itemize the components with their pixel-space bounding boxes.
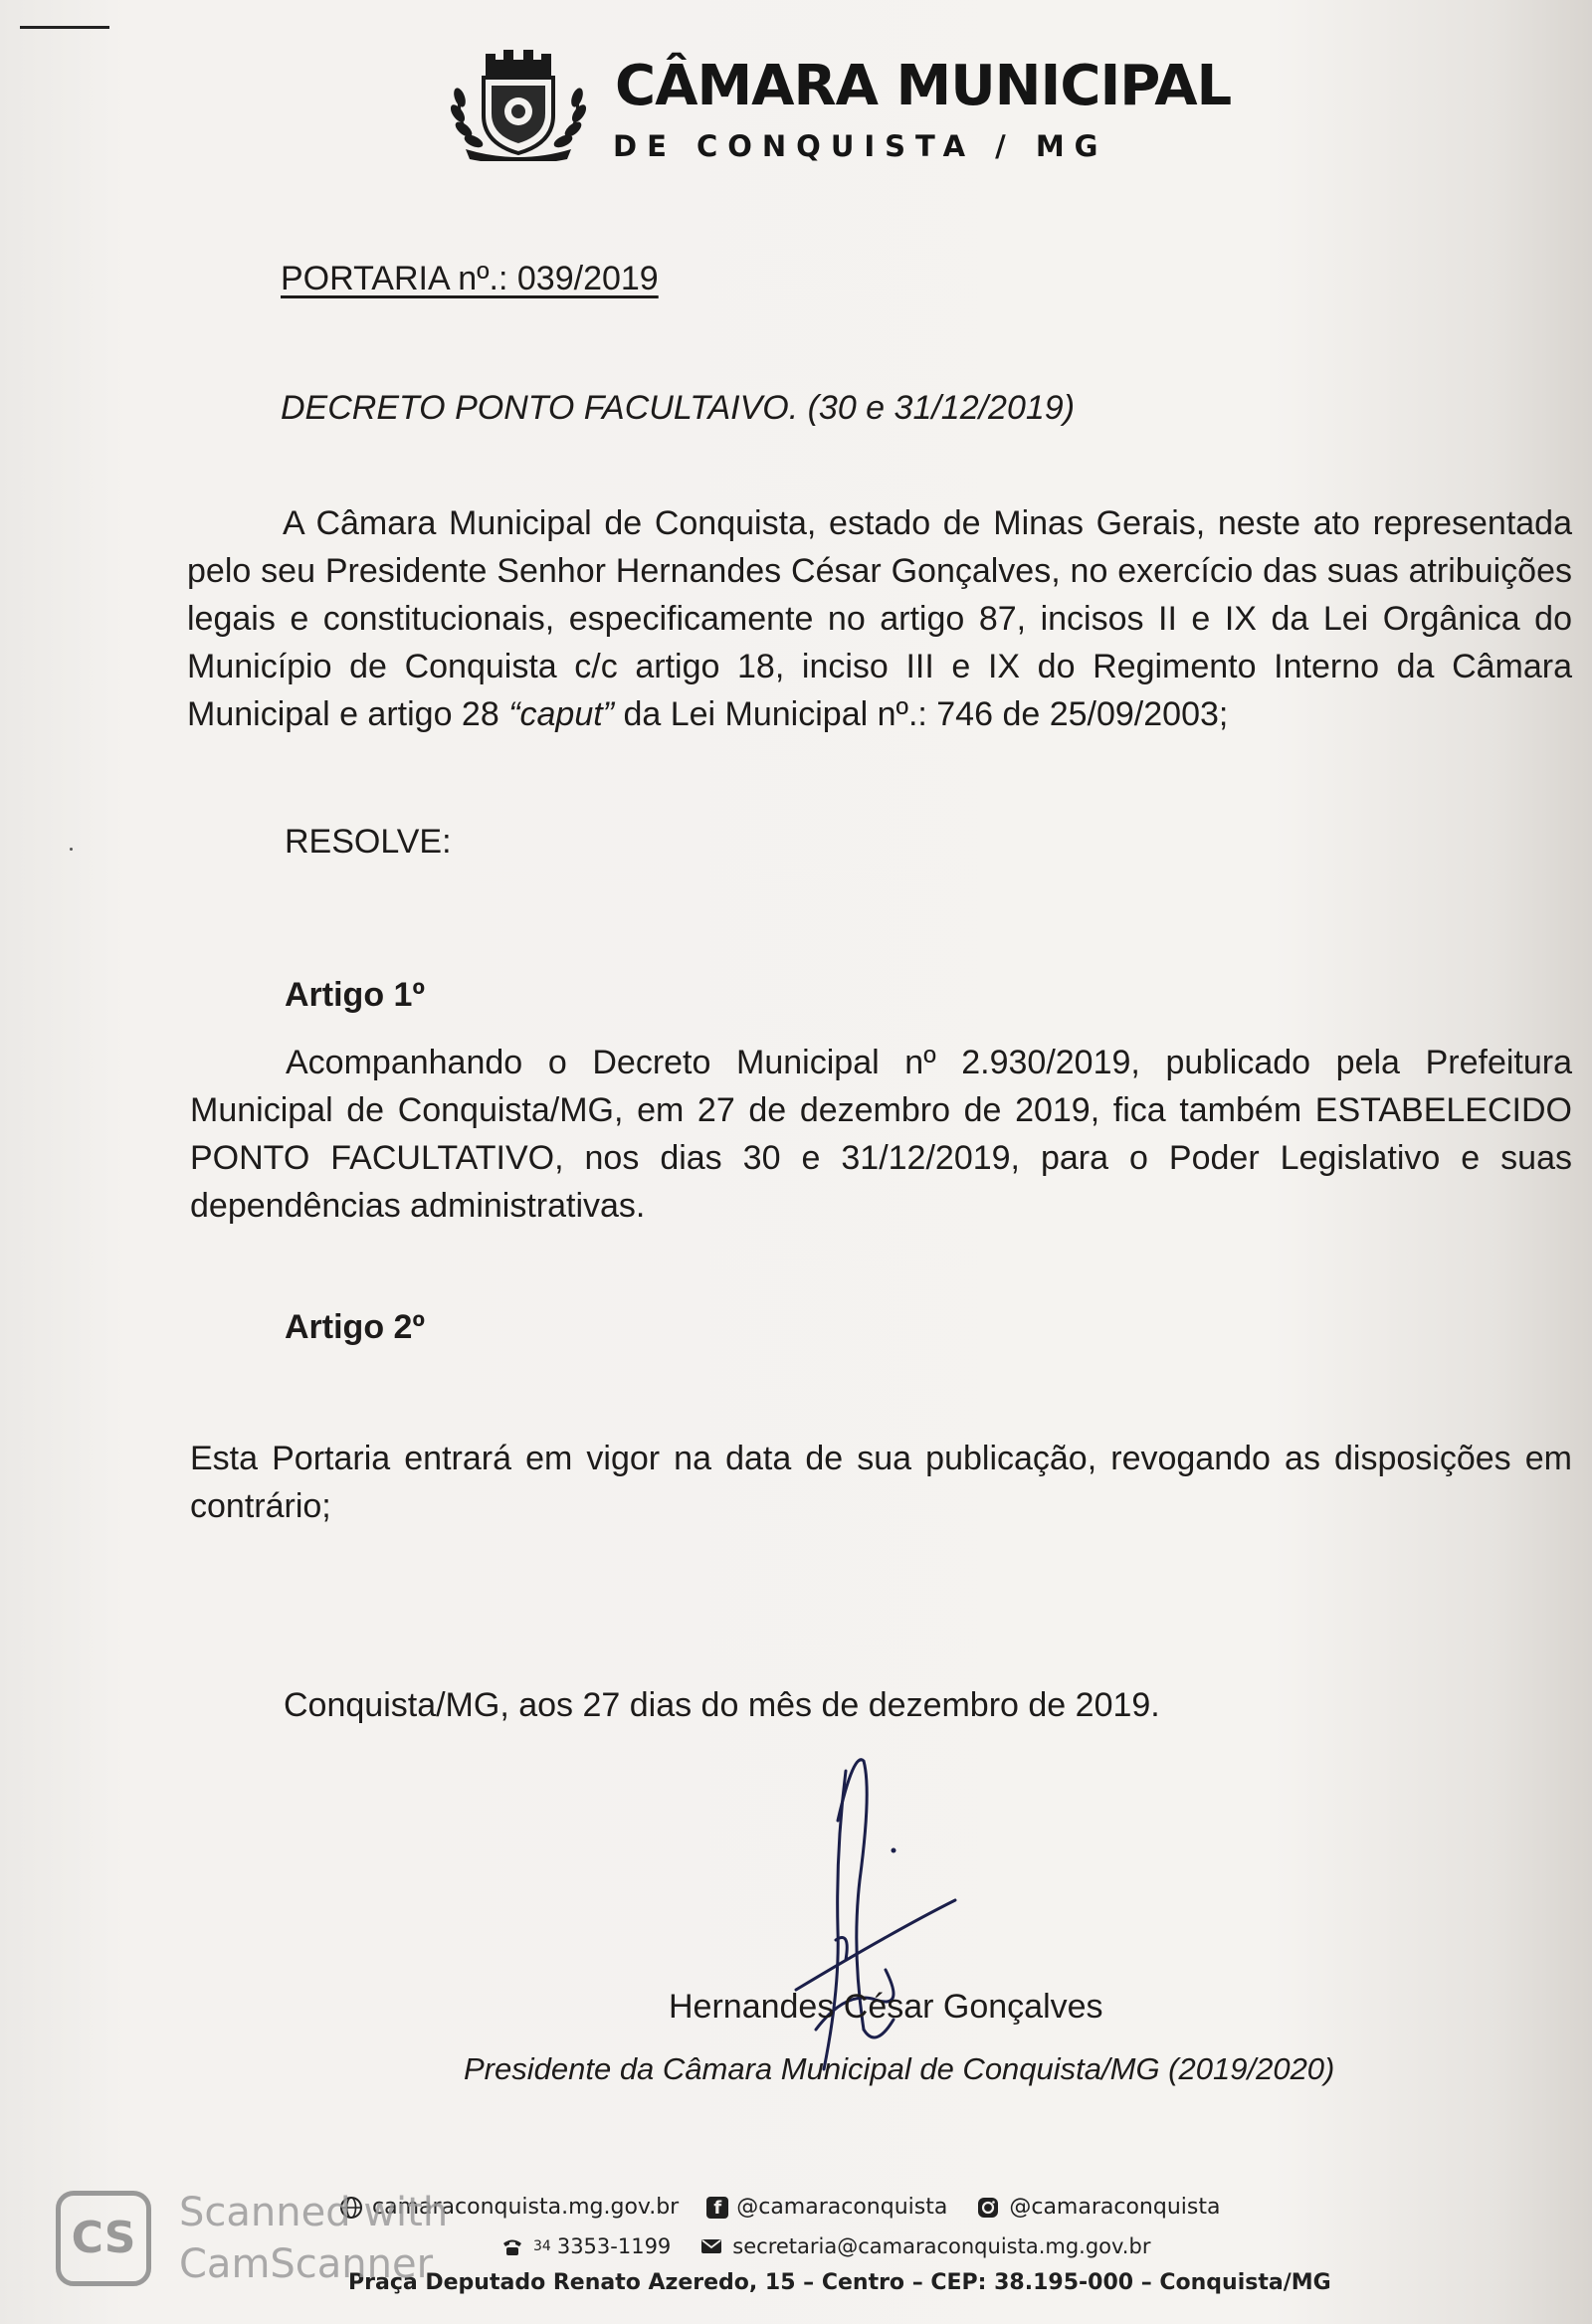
footer-address: Praça Deputado Renato Azeredo, 15 – Centro – CEP: 38.195-000 – Conquista/MG [348,2270,1331,2295]
footer-contact-row [338,2195,1220,2220]
caput-term: “caput” [508,695,615,733]
chamber-name: CÂMARA MUNICIPAL [615,54,1232,118]
footer-facebook[interactable]: @camaraconquista [736,2195,948,2220]
watermark-line-1: Scanned with [179,2190,449,2235]
watermark-line-2: CamScanner [179,2241,434,2287]
footer-phone-email-row [499,2234,1150,2258]
facebook-icon: f [706,2197,728,2219]
portaria-number: PORTARIA nº.: 039/2019 [281,260,659,297]
signer-name: Hernandes César Gonçalves [669,1988,1103,2026]
signer-role: Presidente da Câmara Municipal de Conquista/MG (2019/2020) [464,2051,1335,2086]
margin-dot [70,848,73,851]
email-icon [698,2234,724,2258]
footer-phone-area: 34 [533,2238,551,2254]
article-1-heading: Artigo 1º [285,976,425,1014]
instagram-icon [975,2196,1001,2220]
phone-icon [499,2234,525,2258]
footer-phone[interactable]: 3353-1199 [556,2234,672,2258]
article-2-text: Esta Portaria entrará em vigor na data de sua publicação, revogando as disposições em contrário; [190,1440,1572,1525]
intro-text-end: da Lei Municipal nº.: 746 de 25/09/2003; [614,695,1229,733]
footer-email[interactable]: secretaria@camaraconquista.mg.gov.br [732,2234,1151,2258]
article-1-text: Acompanhando o Decreto Municipal nº 2.930/2019, publicado pela Prefeitura Municipal de Conquista/MG, em 27 de dezembro de 2019, fica também ESTABELECIDO PONTO FACULTATIVO, nos dias 30 e 31/12/2019, para o Poder Legislativo e suas dependências administrativas. [190,1044,1572,1225]
footer-instagram[interactable]: @camaraconquista [1009,2195,1221,2220]
camscanner-watermark [179,2187,448,2290]
place-and-date: Conquista/MG, aos 27 dias do mês de dezembro de 2019. [284,1686,1160,1724]
camscanner-logo: CS [56,2191,151,2286]
coat-of-arms-icon [446,46,591,161]
handwritten-signature [776,1731,975,2089]
intro-paragraph [187,499,1572,738]
resolve-heading: RESOLVE: [285,823,452,861]
article-2-heading: Artigo 2º [285,1308,425,1346]
corner-mark [20,26,109,29]
intro-text: A Câmara Municipal de Conquista, estado de Minas Gerais, neste ato representada pelo seu Presidente Senhor Hernandes César Gonçalves, no exercício das suas atribuições legais e constitucionais, especificamente no artigo 87, incisos II e IX da Lei Orgânica do Município de Conquista c/c artigo 18, inciso III e IX do Regimento Interno da Câmara Municipal e artigo 28 [187,504,1572,733]
letterhead [446,42,1232,171]
footer-website[interactable]: camaraconquista.mg.gov.br [372,2195,680,2220]
chamber-location: DE CONQUISTA / MG [613,129,1108,163]
decree-title: DECRETO PONTO FACULTAIVO. (30 e 31/12/2019) [281,389,1076,427]
